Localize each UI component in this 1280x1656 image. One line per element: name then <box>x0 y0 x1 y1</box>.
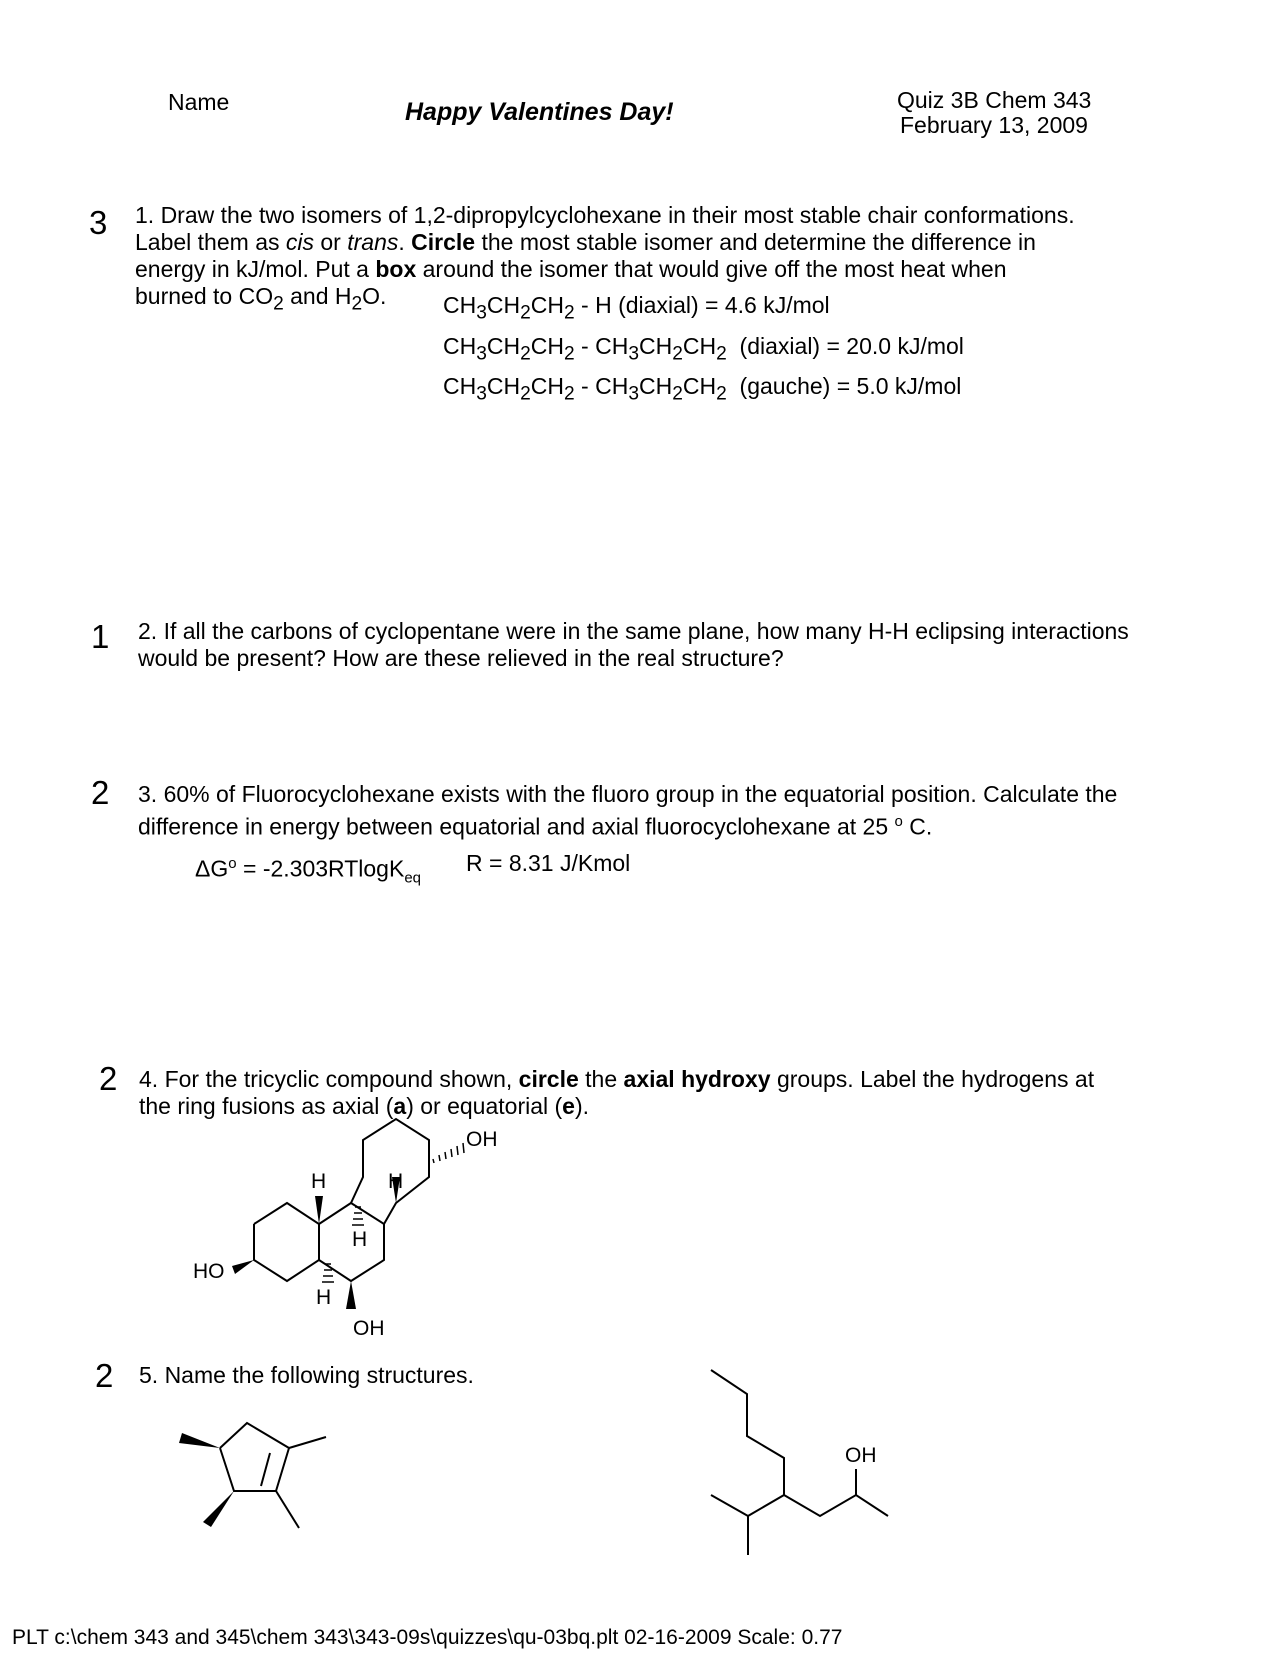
q2-line-1: 2. If all the carbons of cyclopentane were in the same plane, how many H-H eclipsing interactions <box>138 618 1129 644</box>
q5-line-1: 5. Name the following structures. <box>139 1362 474 1388</box>
q5-points: 2 <box>95 1357 114 1394</box>
q4-line-1: 4. For the tricyclic compound shown, circle the axial hydroxy groups. Label the hydrogens at <box>139 1066 1095 1092</box>
q1-line-3: energy in kJ/mol. Put a box around the isomer that would give off the most heat when <box>135 256 1007 282</box>
q1-energy-3: $CH_3CH_2CH_2 - CH_3CH_2CH_2$ (gauche) = 5.0 kJ/mol <box>443 373 962 405</box>
q3-line-2: difference in energy between equatorial and axial fluorocyclohexane at 25 $^o$ C. <box>138 813 933 840</box>
cyclopentene-bonds <box>220 1423 326 1528</box>
q3-gas-constant: R = 8.31 J/Kmol <box>466 850 631 876</box>
q2-points: 1 <box>91 618 110 655</box>
h-label-2: H <box>388 1170 404 1193</box>
ho-left-label: HO <box>193 1260 225 1283</box>
h-label-1: H <box>311 1170 327 1193</box>
quiz-label: Quiz 3B Chem 343 <box>897 87 1092 113</box>
q1-line-4: burned to $CO_2$ and $H_2O$. <box>135 283 387 315</box>
oh-top-label: OH <box>466 1128 498 1151</box>
q3-gibbs-formula: $\Delta G^o = -2.303RTlogK_{eq}$ <box>195 855 422 887</box>
q3-points: 2 <box>91 774 110 811</box>
q4-points: 2 <box>99 1060 118 1097</box>
oh-label: OH <box>845 1444 877 1467</box>
q3-line-1: 3. 60% of Fluorocyclohexane exists with the fluoro group in the equatorial position. Calculate the <box>138 781 1118 807</box>
footer-plot-info: PLT c:\chem 343 and 345\chem 343\343-09s\quizzes\qu-03bq.plt 02-16-2009 Scale: 0.77 <box>12 1626 843 1649</box>
q1-energy-2: $CH_3CH_2CH_2 - CH_3CH_2CH_2$ (diaxial) = 20.0 kJ/mol <box>443 332 964 365</box>
q1-energy-1: $CH_3CH_2CH_2$ - H (diaxial) = 4.6 kJ/mol <box>443 292 830 324</box>
h-label-4: H <box>316 1286 332 1309</box>
q2-line-2: would be present? How are these relieved in the real structure? <box>138 645 784 671</box>
cyclopentene-wedges <box>179 1433 234 1527</box>
name-label: Name <box>168 89 230 115</box>
q1-line-1: 1. Draw the two isomers of 1,2-dipropylcyclohexane in their most stable chair conformations. <box>135 202 1075 228</box>
q1-points: 3 <box>89 204 108 241</box>
q1-line-2: Label them as cis or trans. Circle the most stable isomer and determine the difference in <box>135 229 1036 255</box>
quiz-date: February 13, 2009 <box>900 112 1088 138</box>
oh-bottom-label: OH <box>353 1317 385 1340</box>
h-label-3: H <box>352 1228 368 1251</box>
q4-line-2: the ring fusions as axial (a) or equatorial (e). <box>139 1093 590 1119</box>
page-title: Happy Valentines Day! <box>405 98 674 126</box>
